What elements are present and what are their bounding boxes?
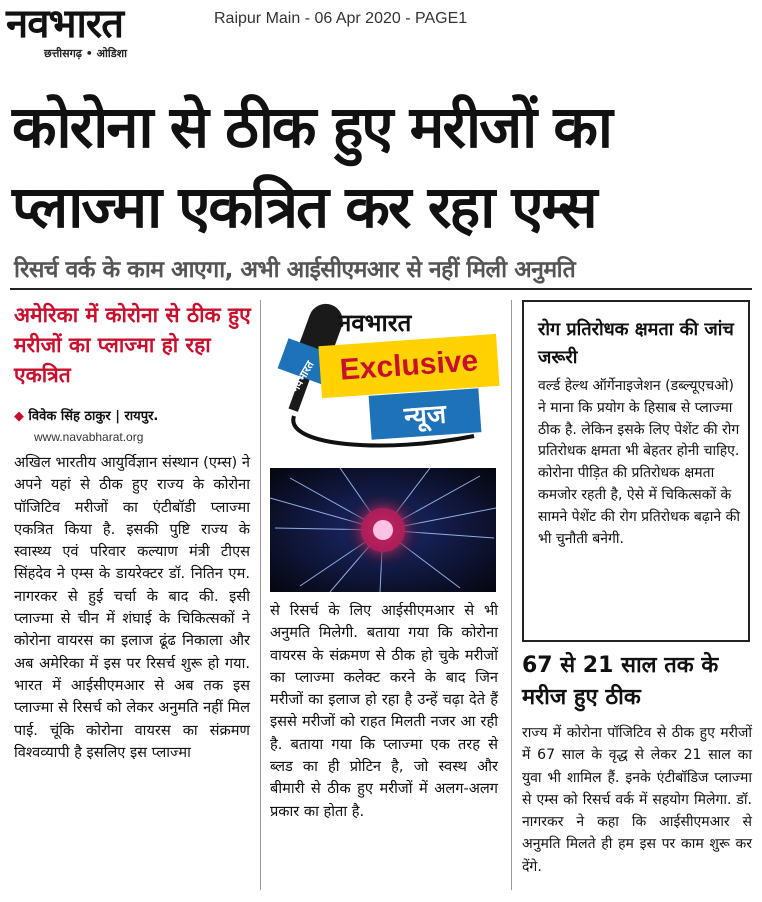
plasma-ball-photo	[270, 468, 496, 592]
column-1-body: अखिल भारतीय आयुर्विज्ञान संस्थान (एम्स) ने अपने यहां से ठीक हुए राज्य के कोरोना पॉजिटिव मरीजों का एंटीबॉडी प्लाज्मा एकत्रित किया है. इसकी पुष्टि राज्य के स्वास्थ्य एवं परिवार कल्याण मंत्री टीएस सिंहदेव ने एम्स के डायरेक्टर डॉ. नितिन एम. नागरकर से हुई चर्चा के बाद की. इसी प्लाज्मा से चीन में शंघाई के चिकित्सकों ने कोरोना वायरस का इलाज ढूंढ निकाला और अब अमेरिका में इस पर रिसर्च शुरू हो गया. भारत में आईसीएमआर से अब तक इस प्लाज्मा से रिसर्च को लेकर अनुमति नहीं मिल पाई. चूंकि कोरोना वायरस का संक्रमण विश्वव्यापी है इसलिए इस प्लाज्मा	[14, 454, 250, 761]
headline-rule	[10, 288, 752, 290]
logo-regions: छत्तीसगढ़ • ओडिशा	[44, 47, 127, 60]
column-3-heading: 67 से 21 साल तक के मरीज हुए ठीक	[522, 653, 719, 710]
edition-line: Raipur Main - 06 Apr 2020 - PAGE1	[214, 10, 468, 27]
masthead-logo	[6, 2, 196, 64]
headline-line-2: प्लाज्मा एकत्रित कर रहा एम्स	[12, 173, 596, 241]
website-url: www.navabharat.org	[34, 430, 144, 444]
sidebar-box	[522, 300, 750, 642]
sidebar-box-body: वर्ल्ड हेल्थ ऑर्गेनाइजेशन (डब्ल्यूएचओ) ने माना कि प्रयोग के हिसाब से प्लाज्मा ठीक है. लेकिन इसके लिए पेशेंट की रोग प्रतिरोधक क्षमता भी बेहतर होनी चाहिए. कोरोना पीड़ित की प्रतिरोधक क्षमता कमजोर रहती है, ऐसे में चिकित्सकों के सामने पेशेंट की रोग प्रतिरोधक बढ़ाने की भी चुनौती बनेगी.	[538, 378, 741, 547]
exclusive-news-label: न्यूज	[369, 388, 482, 440]
plasma-ball-illustration	[270, 468, 496, 592]
byline	[14, 406, 158, 424]
subheadline: रिसर्च वर्क के काम आएगा, अभी आईसीएमआर से नहीं मिली अनुमति	[14, 257, 576, 283]
byline-text: विवेक सिंह ठाकुर | रायपुर.	[28, 409, 159, 424]
column-2-body: से रिसर्च के लिए आईसीएमआर से भी अनुमति मिलेगी. बताया गया कि कोरोना वायरस के संक्रमण से ठीक हो चुके मरीजों का प्लाज्मा कलेक्ट करने के बाद जिन मरीजों का इलाज हो रहा है उन्हें चढ़ा देते हैं इससे मरीजों को राहत मिलती नजर आ रही है. बताया गया कि प्लाज्मा एक तरह से ब्लड का ही प्रोटिन है, जो स्वस्थ और बीमारी से ठीक हुए मरीजों में अलग-अलग प्रकार का होता है.	[270, 602, 498, 820]
byline-diamond-icon: ◆	[14, 409, 24, 424]
exclusive-news-badge	[274, 296, 502, 454]
column-1-heading: अमेरिका में कोरोना से ठीक हुए मरीजों का प्लाज्मा हो रहा एकत्रित	[14, 303, 251, 387]
exclusive-brand: नवभारत	[338, 308, 412, 337]
column-divider-2	[511, 300, 512, 890]
column-divider-1	[260, 300, 261, 890]
mic-label: नवभारत	[288, 358, 317, 395]
exclusive-label: Exclusive	[318, 334, 499, 398]
logo-text: नवभारत	[6, 0, 124, 47]
headline-line-1: कोरोना से ठीक हुए मरीजों का	[12, 93, 611, 161]
column-3-body: राज्य में कोरोना पॉजिटिव से ठीक हुए मरीजों में 67 साल के वृद्ध से लेकर 21 साल का युवा भी शामिल हैं. इनके एंटीबॉडिज प्लाज्मा से एम्स को रिसर्च वर्क में सहयोग मिलेगा. डॉ. नागरकर ने कहा कि आईसीएमआर से अनुमति मिलते ही हम इस पर काम शुरू कर देंगे.	[522, 725, 752, 875]
sidebar-box-heading: रोग प्रतिरोधक क्षमता की जांच जरूरी	[538, 319, 734, 368]
